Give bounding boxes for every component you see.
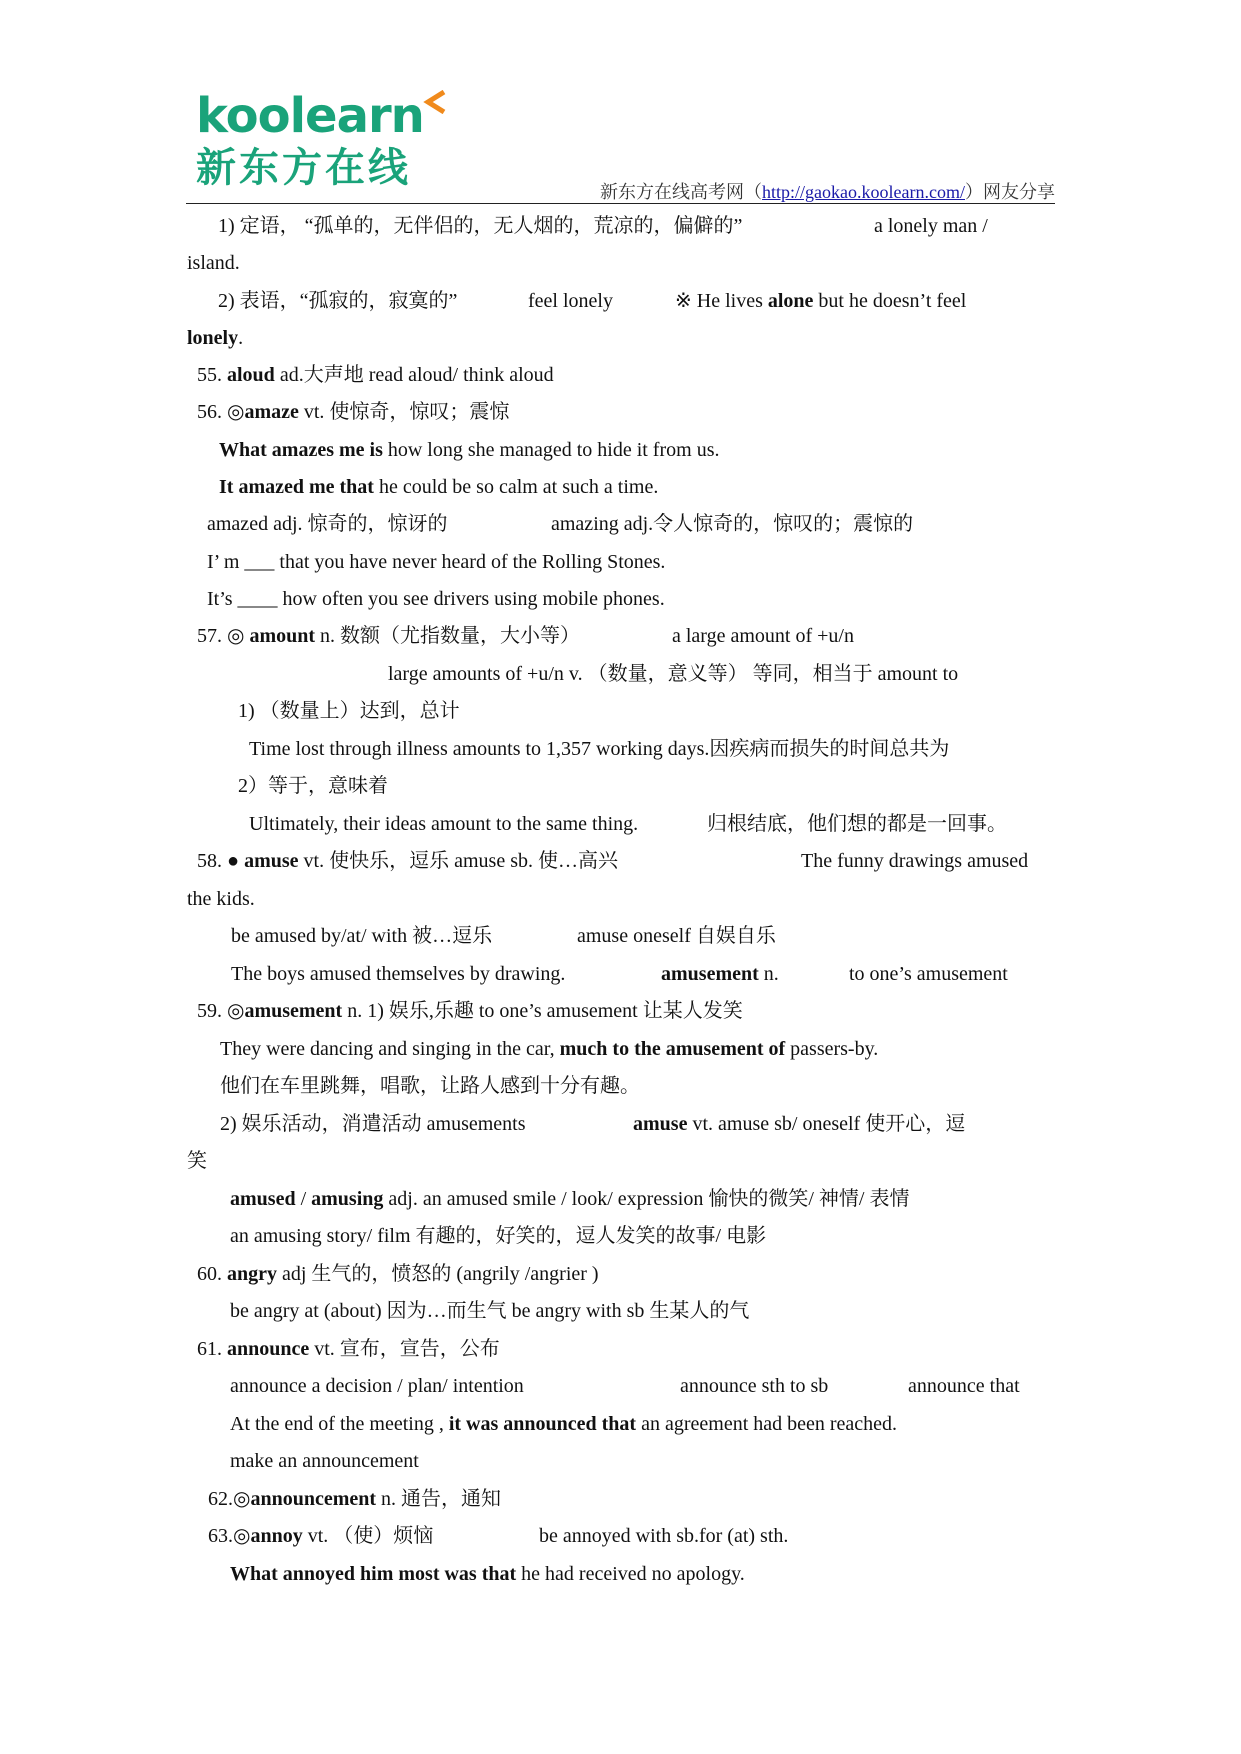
text-span: it was announced that <box>448 1413 637 1435</box>
entry-55 <box>197 361 554 389</box>
text-span: lonely <box>187 327 239 349</box>
text-line: be angry at (about) 因为…而生气 be angry with sb 生某人的气 <box>230 1300 750 1322</box>
text-span: n. 通告，通知 <box>376 1488 502 1510</box>
text-span: vt. 使快乐，逗乐 amuse sb. 使…高兴 <box>298 850 618 872</box>
text-span: vt. 使惊奇，惊叹；震惊 <box>298 401 510 423</box>
text-span: he had received no apology. <box>516 1563 745 1585</box>
logo-chevron-icon <box>422 90 446 114</box>
entry-58 <box>197 847 1029 875</box>
text-span: feel lonely <box>528 290 613 312</box>
entry-number: 55. <box>197 364 227 386</box>
entry-61 <box>197 1335 500 1363</box>
entry-57 <box>197 622 854 650</box>
text-span: They were dancing and singing in the car, <box>220 1038 560 1060</box>
text-span: to one’s amusement <box>849 963 1008 985</box>
header-divider <box>186 203 1055 204</box>
entry-63 <box>208 1522 789 1550</box>
headword: annoy <box>250 1525 303 1547</box>
text-span: Ultimately, their ideas amount to the same thing. <box>249 813 639 835</box>
text-span: adj. an amused smile / look/ expression 愉快的微笑/ 神情/ 表情 <box>383 1188 910 1210</box>
text-span: be annoyed with sb.for (at) sth. <box>539 1525 789 1547</box>
text-span: 归根结底，他们想的都是一回事。 <box>707 813 1007 835</box>
text-span: an agreement had been reached. <box>636 1413 898 1435</box>
text-line: large amounts of +u/n v. （数量，意义等） 等同，相当于 amount to <box>388 663 959 685</box>
text-span: be amused by/at/ with 被…逗乐 <box>231 925 493 947</box>
text-span: but he doesn’t feel <box>813 290 967 312</box>
text-line: island. <box>187 252 240 274</box>
text-span: It amazed me that <box>219 476 374 498</box>
text-span: At the end of the meeting , <box>230 1413 449 1435</box>
example-line <box>230 1410 897 1438</box>
headword: amuse <box>244 850 299 872</box>
text-span: how long she managed to hide it from us. <box>382 439 720 461</box>
text-span: vt. （使）烦恼 <box>302 1525 434 1547</box>
example-line <box>220 1035 878 1063</box>
headword: announce <box>227 1338 310 1360</box>
source-note-suffix: ）网友分享 <box>965 182 1055 202</box>
headword: announcement <box>250 1488 377 1510</box>
text-line <box>218 287 1008 315</box>
text-span: The boys amused themselves by drawing. <box>231 963 566 985</box>
text-line: the kids. <box>187 888 255 910</box>
header-source-note <box>600 178 1055 204</box>
text-span: amusing <box>311 1188 384 1210</box>
text-span: amusement <box>661 963 759 985</box>
example-line <box>231 960 1008 988</box>
text-span: n. <box>758 963 779 985</box>
entry-56 <box>197 398 509 426</box>
text-span: What amazes me is <box>219 439 383 461</box>
headword: aloud <box>227 364 275 386</box>
text-span: vt. 宣布，宣告，公布 <box>309 1338 500 1360</box>
entry-number: 57. ◎ <box>197 625 250 647</box>
text-span: vt. amuse sb/ oneself 使开心，逗 <box>687 1113 966 1135</box>
text-span: / <box>295 1188 312 1210</box>
example-line <box>249 810 1007 838</box>
entry-59 <box>197 997 743 1025</box>
text-line <box>220 1110 966 1138</box>
text-span: a lonely man / <box>874 215 988 237</box>
text-span: ※ He lives <box>675 290 768 312</box>
text-line: make an announcement <box>230 1450 419 1472</box>
text-span: 2) 表语，“孤寂的，寂寞的” <box>218 290 458 312</box>
example-line <box>230 1560 745 1588</box>
text-span: 1) 定语， “孤单的，无伴侣的，无人烟的，荒凉的，偏僻的” <box>218 215 743 237</box>
text-span: he could be so calm at such a time. <box>373 476 659 498</box>
text-span: amazing adj.令人惊奇的，惊叹的；震惊的 <box>551 513 914 535</box>
entry-number: 59. ◎ <box>197 1000 245 1022</box>
exercise-line: It’s ____ how often you see drivers using mobile phones. <box>207 588 665 610</box>
headword: amusement <box>244 1000 343 1022</box>
example-line: Time lost through illness amounts to 1,357 working days.因疾病而损失的时间总共为 <box>249 738 950 760</box>
headword: amaze <box>244 401 299 423</box>
text-span: announce a decision / plan/ intention <box>230 1375 524 1397</box>
text-line <box>187 324 243 352</box>
text-span: a large amount of +u/n <box>672 625 854 647</box>
exercise-line: I’ m ___ that you have never heard of the Rolling Stones. <box>207 551 666 573</box>
text-line <box>207 510 914 538</box>
text-span: much to the amusement of <box>559 1038 786 1060</box>
logo-chinese-text: 新东方在线 <box>196 145 411 191</box>
text-span: passers-by. <box>785 1038 879 1060</box>
entry-number: 63.◎ <box>208 1525 251 1547</box>
text-span: announce sth to sb <box>680 1375 829 1397</box>
text-line <box>231 922 776 950</box>
headword: angry <box>227 1263 277 1285</box>
text-span: alone <box>767 290 814 312</box>
headword: amount <box>249 625 316 647</box>
text-span: ad.大声地 read aloud/ think aloud <box>274 364 554 386</box>
text-line: 1) （数量上）达到，总计 <box>238 700 460 722</box>
text-line <box>230 1185 909 1213</box>
entry-number: 61. <box>197 1338 227 1360</box>
text-span: amuse <box>633 1113 688 1135</box>
text-span: adj 生气的，愤怒的 (angrily /angrier ) <box>277 1263 599 1285</box>
text-span: 2) 娱乐活动，消遣活动 amusements <box>220 1113 526 1135</box>
text-span: amused <box>230 1188 296 1210</box>
text-span: announce that <box>908 1375 1020 1397</box>
entry-number: 58. ● <box>197 850 245 872</box>
text-line: an amusing story/ film 有趣的，好笑的，逗人发笑的故事/ 电影 <box>230 1225 767 1247</box>
entry-number: 62.◎ <box>208 1488 251 1510</box>
entry-number: 60. <box>197 1263 227 1285</box>
example-line <box>219 436 719 464</box>
gaokao-link[interactable]: http://gaokao.koolearn.com/ <box>762 182 965 202</box>
text-span: The funny drawings amused <box>801 850 1029 872</box>
text-line <box>230 1372 1020 1400</box>
text-line: 2）等于，意味着 <box>238 775 388 797</box>
text-span: n. 1) 娱乐,乐趣 to one’s amusement 让某人发笑 <box>342 1000 743 1022</box>
koolearn-logo <box>196 88 456 198</box>
text-span: amuse oneself 自娱自乐 <box>577 925 776 947</box>
text-span: amazed adj. 惊奇的，惊讶的 <box>207 513 448 535</box>
source-note-prefix: 新东方在线高考网（ <box>600 182 763 202</box>
example-line <box>219 473 658 501</box>
text-span: What annoyed him most was that <box>230 1563 517 1585</box>
entry-62 <box>208 1485 501 1513</box>
entry-number: 56. ◎ <box>197 401 245 423</box>
text-line <box>218 212 988 240</box>
entry-60 <box>197 1260 599 1288</box>
text-span: n. 数额（尤指数量，大小等） <box>315 625 581 647</box>
text-span: . <box>238 327 244 349</box>
text-line: 笑 <box>187 1150 207 1172</box>
translation-line: 他们在车里跳舞，唱歌，让路人感到十分有趣。 <box>220 1075 640 1097</box>
logo-english-text: koolearn <box>196 88 424 144</box>
